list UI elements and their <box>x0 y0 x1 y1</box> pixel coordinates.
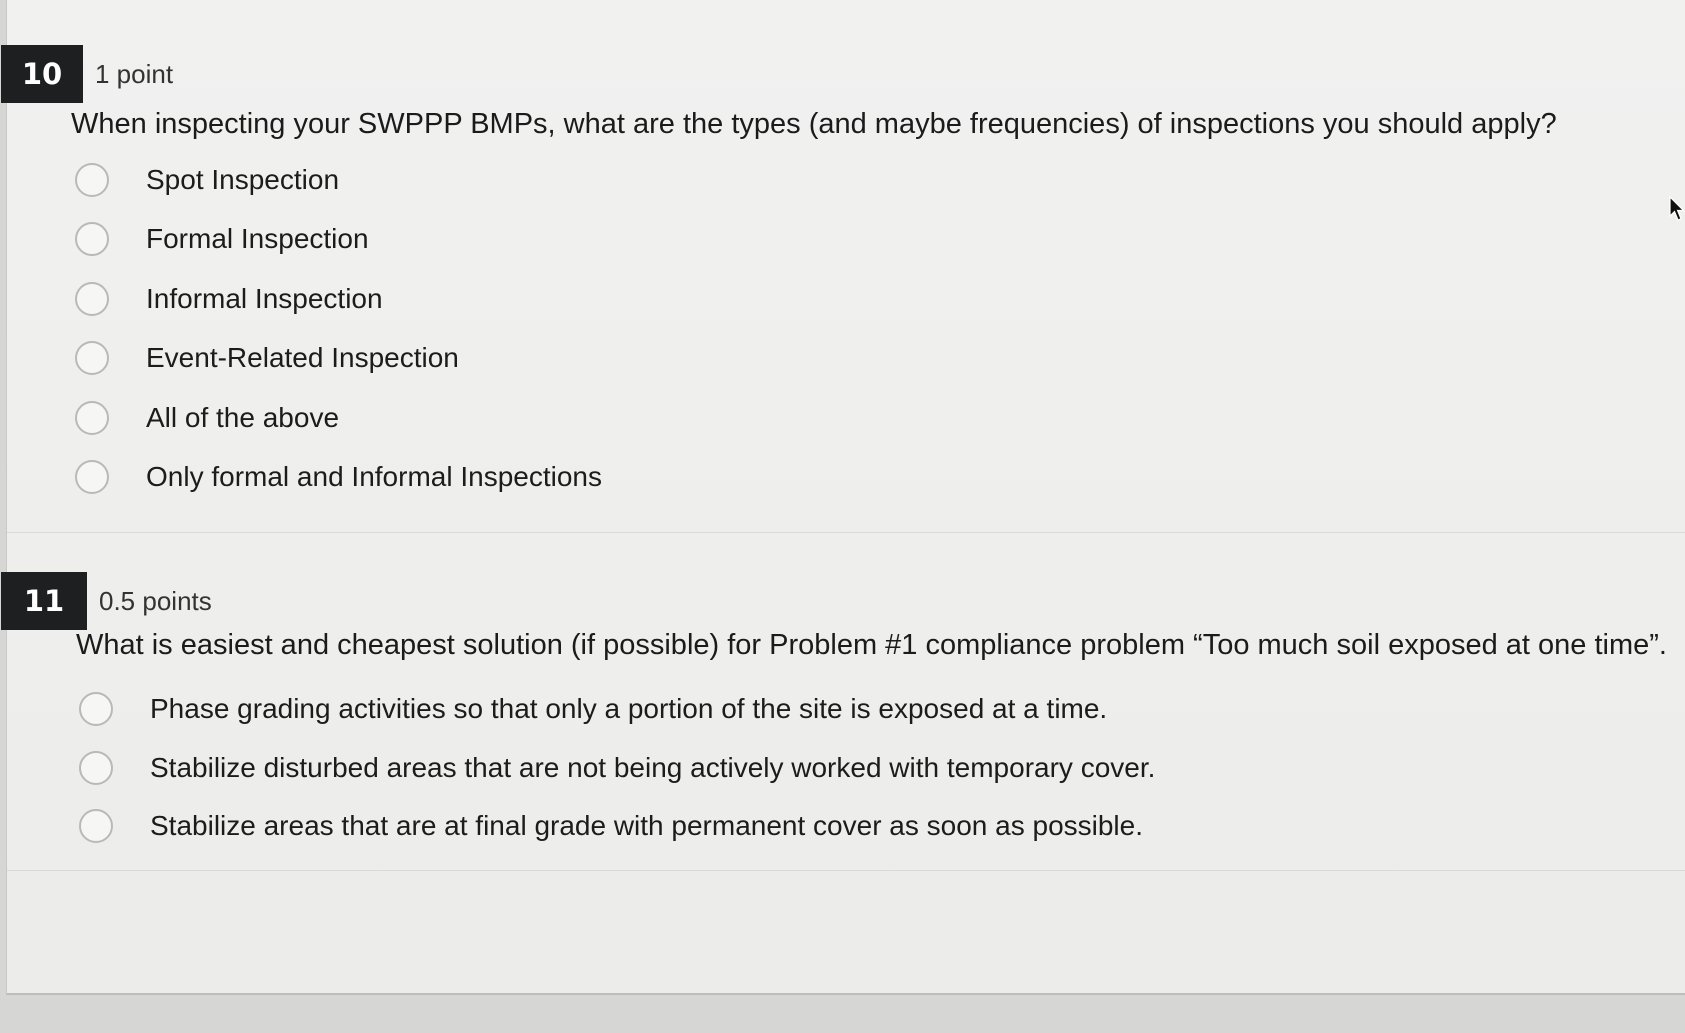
answer-option[interactable] <box>79 739 1155 798</box>
answer-label: All of the above <box>146 401 340 433</box>
question-points: 0.5 points <box>99 586 212 616</box>
answer-label: Spot Inspection <box>146 163 340 195</box>
answer-label: Informal Inspection <box>146 282 383 314</box>
radio-button[interactable] <box>75 163 109 197</box>
answer-label: Phase grading activities so that only a portion of the site is exposed at a time. <box>150 693 1108 725</box>
question-10 <box>7 0 1685 533</box>
quiz-page <box>6 0 1685 995</box>
answer-label: Only formal and Informal Inspections <box>146 461 602 493</box>
radio-button[interactable] <box>75 401 109 435</box>
mouse-pointer-icon <box>1669 196 1685 222</box>
answer-options <box>75 150 602 507</box>
answer-option[interactable] <box>79 680 1155 739</box>
question-points: 1 point <box>95 59 174 89</box>
answer-label: Formal Inspection <box>146 223 369 255</box>
answer-option[interactable] <box>75 448 602 508</box>
answer-option[interactable] <box>79 797 1155 856</box>
question-11 <box>7 532 1685 871</box>
radio-button[interactable] <box>79 692 113 726</box>
answer-label: Stabilize areas that are at final grade with permanent cover as soon as possible. <box>150 810 1144 842</box>
radio-button[interactable] <box>79 809 113 843</box>
radio-button[interactable] <box>75 341 109 375</box>
answer-label: Stabilize disturbed areas that are not being actively worked with temporary cover. <box>150 751 1156 783</box>
question-text: When inspecting your SWPPP BMPs, what are the types (and maybe frequencies) of inspections you should apply? <box>71 108 1557 140</box>
answer-option[interactable] <box>75 210 602 270</box>
answer-label: Event-Related Inspection <box>146 342 459 374</box>
radio-button[interactable] <box>75 222 109 256</box>
radio-button[interactable] <box>75 282 109 316</box>
question-number-badge: 10 <box>1 45 83 103</box>
question-number-badge: 11 <box>1 572 87 630</box>
answer-option[interactable] <box>75 150 602 210</box>
radio-button[interactable] <box>79 751 113 785</box>
answer-option[interactable] <box>75 329 602 389</box>
answer-option[interactable] <box>75 388 602 448</box>
radio-button[interactable] <box>75 460 109 494</box>
answer-option[interactable] <box>75 269 602 329</box>
answer-options <box>79 680 1155 856</box>
question-text: What is easiest and cheapest solution (if possible) for Problem #1 compliance problem “Too much soil exposed at one time”. <box>76 629 1667 661</box>
